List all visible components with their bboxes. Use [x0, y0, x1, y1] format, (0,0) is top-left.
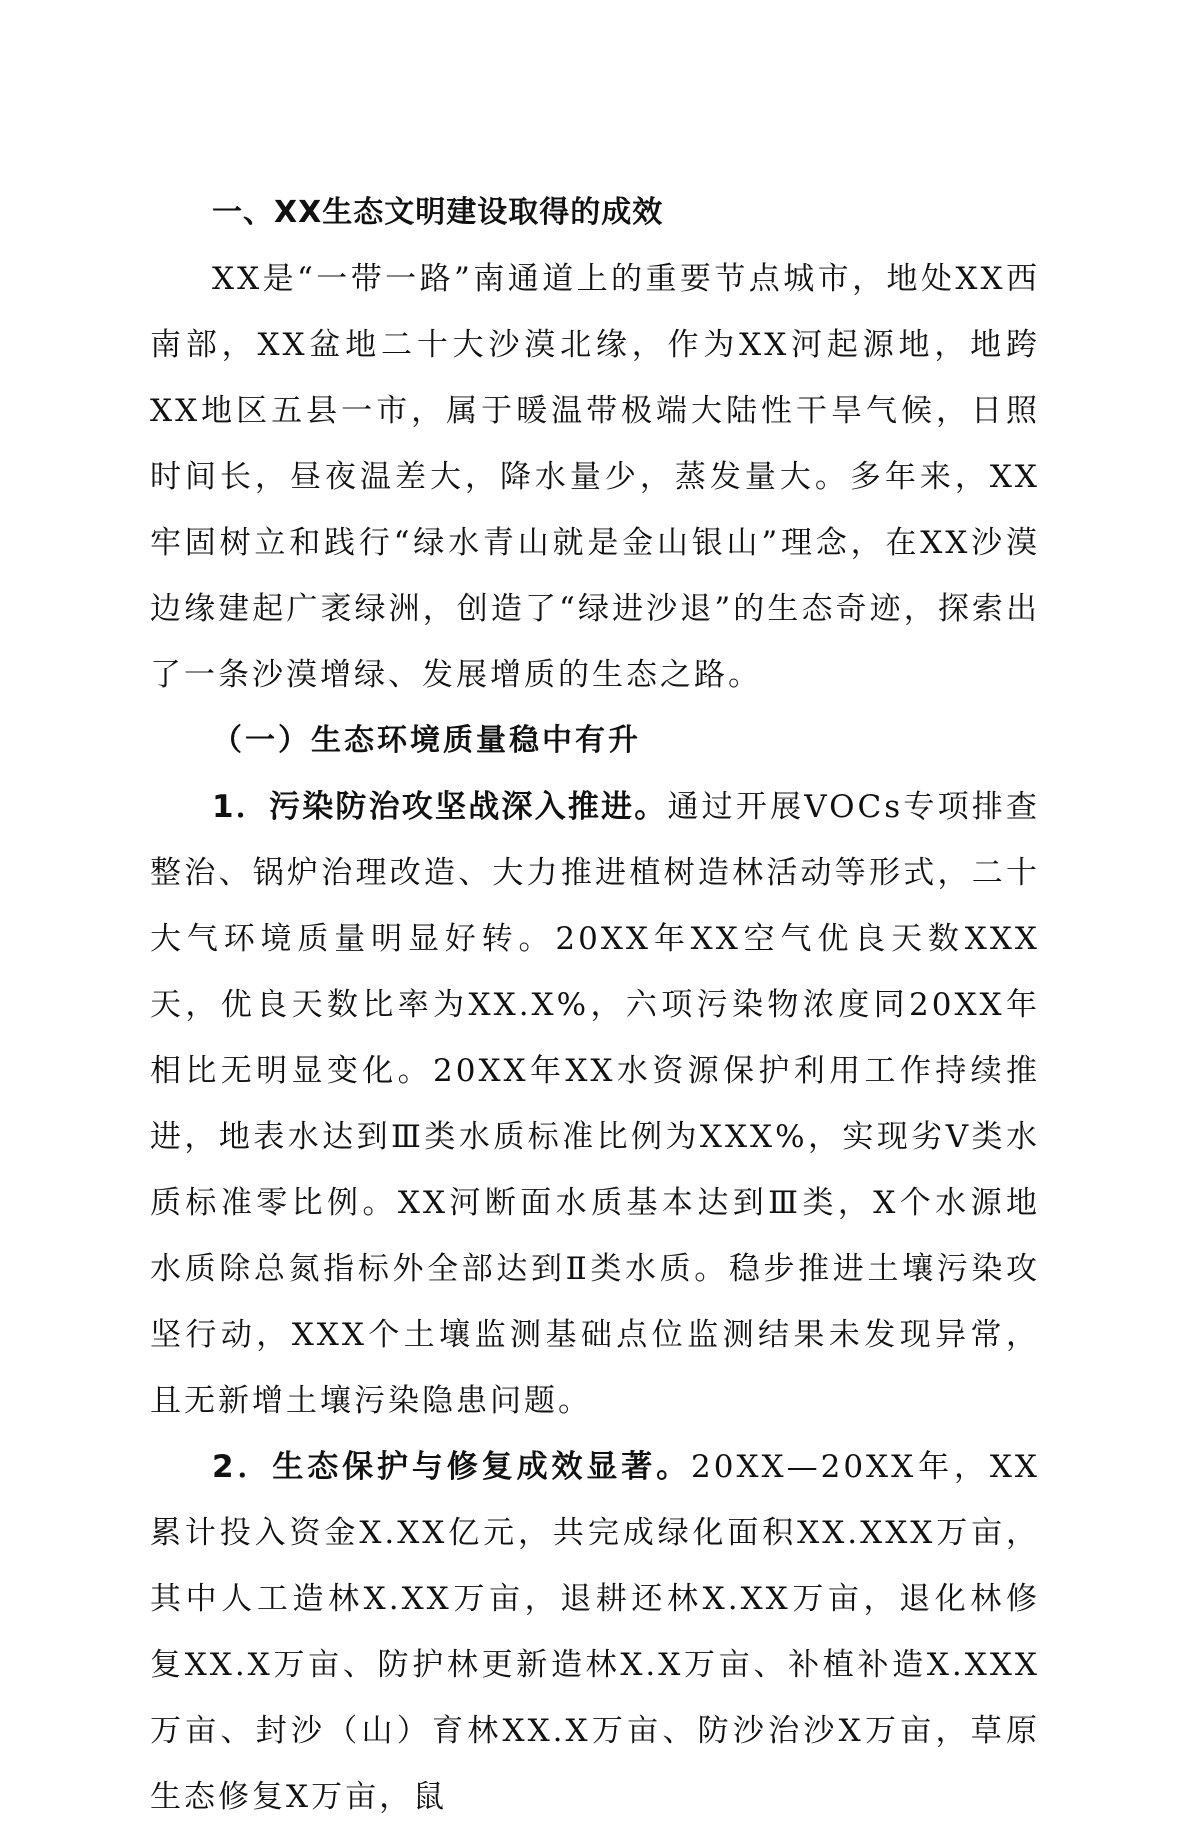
item-2-text: 20XX—20XX年，XX累计投入资金X.XX亿元，共完成绿化面积XX.XXX万亩，其中人工造林X.XX万亩，退耕还林X.XX万亩，退化林修复XX.X万亩、防护林更新造林X.X万亩、补植补造X.XXX万亩、封沙（山）育林XX.X万亩、防沙治沙X万亩，草原生态修复X万亩，鼠 [150, 1449, 1040, 1815]
item-2-lead: 2．生态保护与修复成效显著。 [212, 1449, 692, 1485]
intro-paragraph: XX是“一带一路”南通道上的重要节点城市，地处XX西南部，XX盆地二十大沙漠北缘，作为XX河起源地，地跨XX地区五县一市，属于暖温带极端大陆性干旱气候，日照时间长，昼夜温差大，降水量少，蒸发量大。多年来，XX牢固树立和践行“绿水青山就是金山银山”理念，在XX沙漠边缘建起广袤绿洲，创造了“绿进沙退”的生态奇迹，探索出了一条沙漠增绿、发展增质的生态之路。 [150, 261, 1040, 693]
document-body [150, 180, 1040, 1830]
item-1-lead: 1．污染防治攻坚战深入推进。 [212, 789, 668, 825]
subsection-heading: （一）生态环境质量稳中有升 [212, 723, 641, 758]
section-heading: 一、XX生态文明建设取得的成效 [212, 195, 664, 230]
item-1-text: 通过开展VOCs专项排查整治、锅炉治理改造、大力推进植树造林活动等形式，二十大气环境质量明显好转。20XX年XX空气优良天数XXX天，优良天数比率为XX.X%，六项污染物浓度同20XX年相比无明显变化。20XX年XX水资源保护利用工作持续推进，地表水达到Ⅲ类水质标准比例为XXX%，实现劣Ⅴ类水质标准零比例。XX河断面水质基本达到Ⅲ类，X个水源地水质除总氮指标外全部达到Ⅱ类水质。稳步推进土壤污染攻坚行动，XXX个土壤监测基础点位监测结果未发现异常，且无新增土壤污染隐患问题。 [150, 789, 1040, 1419]
item-paragraph-2 [150, 1434, 1040, 1830]
item-paragraph-1 [150, 774, 1040, 1434]
